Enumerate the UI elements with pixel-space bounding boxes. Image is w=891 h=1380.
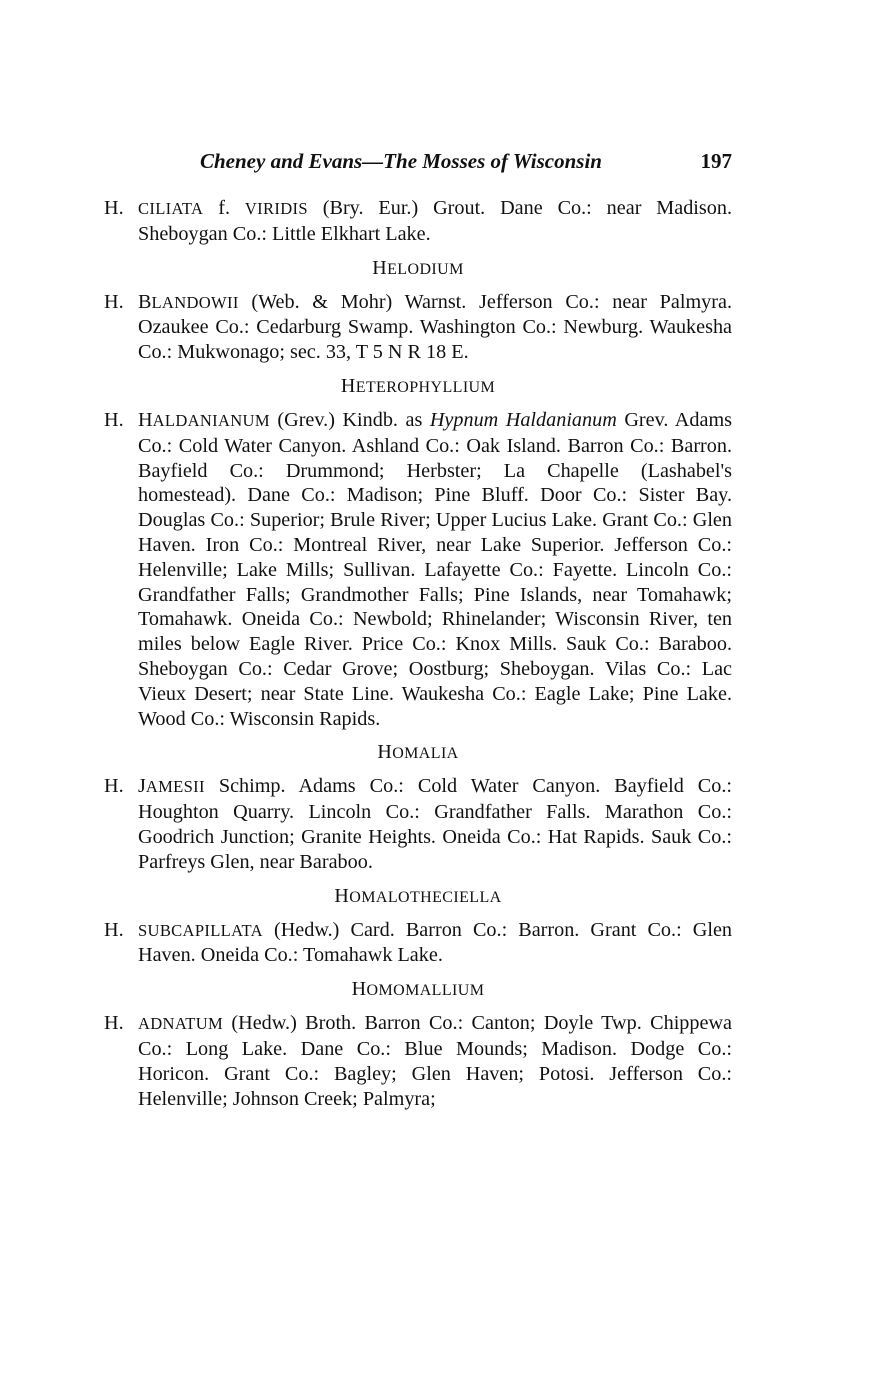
genus-heading-homalia: [104, 740, 732, 766]
genus-heading-helodium: [104, 256, 732, 282]
species-entry-jamesii: [104, 774, 732, 874]
genus-heading-initial: H: [377, 741, 393, 764]
entry-text: Grev. Adams Co.: Cold Water Canyon. Ashland Co.: Oak Island. Barron Co.: Barron. Bayfield Co.: Drummond; Herbster; La Chapelle (Lashabel's homestead). Dane Co.: Madison; Pine Bluff. Door Co.: Sister Bay. Douglas Co.: Superior; Brule River; Upper Lucius Lake. Grant Co.: Glen Haven. Iron Co.: Montreal River, near Lake Superior. Jefferson Co.: Helenville; Lake Mills; Sullivan. Lafayette Co.: Fayette. Lincoln Co.: Grandfather Falls; Grandmother Falls; Pine Islands, near Tomahawk; Tomahawk. Oneida Co.: Newbold; Rhinelander; Wisconsin River, ten miles below Eagle River. Price Co.: Knox Mills. Sauk Co.: Baraboo. Sheboygan Co.: Cedar Grove; Oostburg; Sheboygan. Vilas Co.: Lac Vieux Desert; near State Line. Waukesha Co.: Eagle Lake; Pine Lake. Wood Co.: Wisconsin Rapids.: [138, 408, 732, 730]
species-epithet-rest: LANDOWII: [151, 292, 239, 312]
form-epithet: VIRIDIS: [244, 199, 308, 218]
species-epithet: SUBCAPILLATA: [138, 920, 263, 940]
genus-heading-rest: OMALOTHECIELLA: [349, 888, 502, 906]
genus-abbreviation: H.: [104, 775, 124, 798]
genus-heading-rest: ELODIUM: [387, 260, 464, 278]
species-epithet-rest: AMESII: [145, 777, 205, 797]
species-epithet: CILIATA: [138, 199, 204, 218]
species-entry-adnatum: [104, 1011, 732, 1111]
species-epithet-initial: J: [138, 775, 146, 798]
running-title: Cheney and Evans—The Mosses of Wisconsin: [200, 149, 602, 173]
synonym-name: Hypnum Haldanianum: [429, 408, 617, 431]
species-epithet-initial: B: [138, 290, 152, 313]
genus-heading-homalotheciella: [104, 884, 732, 910]
genus-heading-rest: OMALIA: [392, 745, 459, 763]
species-entry-subcapillata: [104, 918, 732, 969]
page-number: 197: [700, 149, 732, 173]
genus-heading-initial: H: [351, 978, 367, 1001]
genus-heading-rest: ETEROPHYLLIUM: [355, 378, 496, 396]
entry-connector: f.: [203, 197, 245, 219]
species-epithet: ADNATUM: [138, 1014, 224, 1034]
species-epithet-initial: H: [138, 408, 153, 431]
species-entry-ciliata: [104, 196, 732, 247]
species-entry-haldanianum: [104, 408, 732, 731]
genus-heading-heterophyllium: [104, 374, 732, 400]
entry-text-before-synonym: (Grev.) Kindb. as: [269, 408, 430, 431]
species-entry-blandowii: [104, 290, 732, 365]
entry-text: (Hedw.) Broth. Barron Co.: Canton; Doyle Twp. Chippewa Co.: Long Lake. Dane Co.: Blue Mounds; Madison. Dodge Co.: Horicon. Grant Co.: Bagley; Glen Haven; Potosi. Jefferson Co.: Helenville; Johnson Creek; Palmyra;: [138, 1012, 732, 1110]
entry-text: (Web. & Mohr) Warnst. Jefferson Co.: near Palmyra. Ozaukee Co.: Cedarburg Swamp. Washington Co.: Newburg. Waukesha Co.: Mukwonago; sec. 33, T 5 N R 18 E.: [138, 290, 732, 364]
genus-abbreviation: H.: [104, 197, 124, 219]
genus-abbreviation: H.: [104, 918, 124, 941]
entry-text: Schimp. Adams Co.: Cold Water Canyon. Bayfield Co.: Houghton Quarry. Lincoln Co.: Grandfather Falls. Marathon Co.: Goodrich Junction; Granite Heights. Oneida Co.: Hat Rapids. Sauk Co.: Parfreys Glen, near Baraboo.: [138, 775, 732, 873]
genus-abbreviation: H.: [104, 408, 124, 431]
genus-heading-initial: H: [372, 256, 388, 279]
genus-heading-homomallium: [104, 977, 732, 1003]
genus-heading-rest: OMOMALLIUM: [366, 982, 485, 1000]
species-epithet-rest: ALDANIANUM: [152, 410, 270, 430]
entry-text: (Hedw.) Card. Barron Co.: Barron. Grant Co.: Glen Haven. Oneida Co.: Tomahawk Lake.: [138, 918, 732, 967]
genus-abbreviation: H.: [104, 1012, 124, 1035]
running-head: [104, 146, 732, 176]
genus-heading-initial: H: [334, 884, 350, 907]
genus-abbreviation: H.: [104, 290, 124, 313]
genus-heading-initial: H: [340, 374, 356, 397]
text-body: [104, 196, 732, 1111]
entry-text: (Bry. Eur.) Grout. Dane Co.: near Madison. Sheboygan Co.: Little Elkhart Lake.: [138, 197, 732, 245]
